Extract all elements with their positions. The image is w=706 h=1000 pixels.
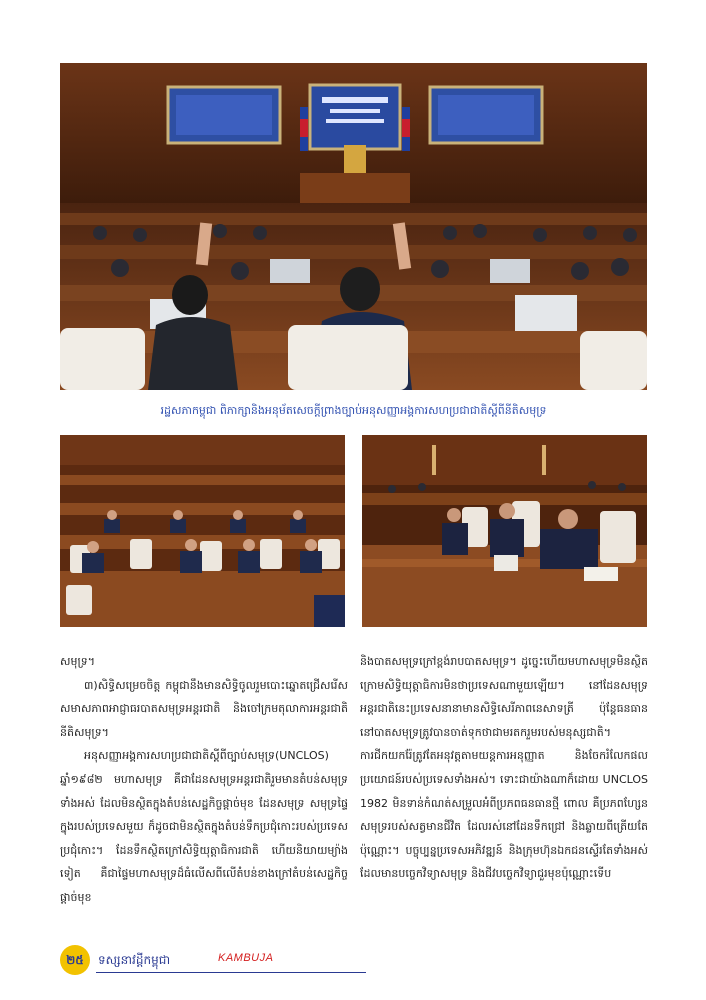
article-column-left <box>60 650 348 910</box>
assembly-seats-illustration <box>60 435 345 627</box>
column-left-lead: សមុទ្រ។ <box>60 655 95 668</box>
front-row-members-illustration <box>362 435 647 627</box>
page-number-badge: ២៥ <box>60 945 90 975</box>
footer-divider <box>96 972 366 973</box>
main-photo-caption: រដ្ឋសភាកម្ពុជា ពិភាក្សានិងអនុម័តសេចក្តីព្រាងច្បាប់អនុសញ្ញាអង្គការសហប្រជាជាតិស្តីពីនីតិសមុទ្រ <box>160 404 547 417</box>
magazine-brand: KAMBUJA <box>218 952 274 964</box>
column-left-paragraph: អនុសញ្ញាអង្គការសហប្រជាជាតិស្តីពីច្បាប់សមុទ្រ(UNCLOS) ឆ្នាំ១៩៨២ មហាសមុទ្រ គឺជាដែនសមុទ្រអន្តរជាតិរួមមានតំបន់សមុទ្រទាំងអស់ ដែលមិនស្ថិតក្នុងតំបន់សេដ្ឋកិច្ចផ្តាច់មុខ ដែនសមុទ្រ សមុទ្រផ្ទៃក្នុងរបស់ប្រទេសមួយ ក៏ដូចជាមិនស្ថិតក្នុងតំបន់ទឹកប្រជុំកោះរបស់ប្រទេសប្រជុំកោះ។ ដែនទឹកស្ថិតក្រៅសិទ្ធិយុត្តាធិការជាតិ ហើយនិយាយម្យ៉ាងទៀត គឺជាផ្ទៃមហាសមុទ្រដ៏ធំលើសពីលើតំបន់ខាងក្រៅតំបន់សេដ្ឋកិច្ចផ្តាច់មុខ <box>60 749 348 904</box>
chamber-vote-illustration <box>60 63 647 390</box>
main-photo <box>60 63 647 390</box>
column-left-paragraph: ៣)សិទ្ធិសម្រេចចិត្ត កម្ពុជានឹងមានសិទ្ធិចូលរួមបោះឆ្នោតជ្រើសរើសសមាសភាពអាជ្ញាធរបាតសមុទ្រអន្តរជាតិ និងចៅក្រមតុលាការអន្តរជាតិនីតិសមុទ្រ។ <box>60 678 348 739</box>
page-footer <box>0 938 706 978</box>
magazine-title: ទស្សនាវដ្តីកម្ពុជា <box>98 953 171 967</box>
column-right-paragraph: និងបាតសមុទ្រក្រៅខ្ពង់រាបបាតសមុទ្រ។ ដូច្នេះហើយមហាសមុទ្រមិនស្ថិតក្រោមសិទ្ធិយុត្តាធិការមិនថាប្រទេសណាមួយឡើយ។ នៅដែនសមុទ្រអន្តរជាតិនេះប្រទេសនានាមានសិទ្ធិសេរីភាពនេសាទត្រី ប៉ុន្តែធនធាននៅបាតសមុទ្រត្រូវបានចាត់ទុកថាជាមរតករួមរបស់មនុស្សជាតិ។ ការជីកយករ៉ែត្រូវតែអនុវត្តតាមយន្តការអនុញ្ញាត និងចែករំលែកផលប្រយោជន៍របស់ប្រទេសទាំងអស់។ ទោះជាយ៉ាងណាក៏ដោយ UNCLOS 1982 មិនទាន់កំណត់សម្រួលអំពីប្រភពធនធានថ្មី ពោល គឺប្រភពហ្សែនសមុទ្ររបស់សត្វមានជីវិត ដែលរស់នៅដែនទឹកជ្រៅ និងឆ្លាយពីត្រើយតែប៉ុណ្ណោះ។ បច្ចុប្បន្នប្រទេសអភិវឌ្ឍន៍ និងក្រុមហ៊ុនឯកជនស្ទើរតែទាំងអស់ ដែលមានបច្ចេកវិទ្យាសមុទ្រ និងជីវបច្ចេកវិទ្យាជួរមុខប៉ុណ្ណោះទើប <box>360 655 648 881</box>
article-column-right <box>360 650 648 886</box>
right-photo <box>362 435 647 627</box>
left-photo <box>60 435 345 627</box>
